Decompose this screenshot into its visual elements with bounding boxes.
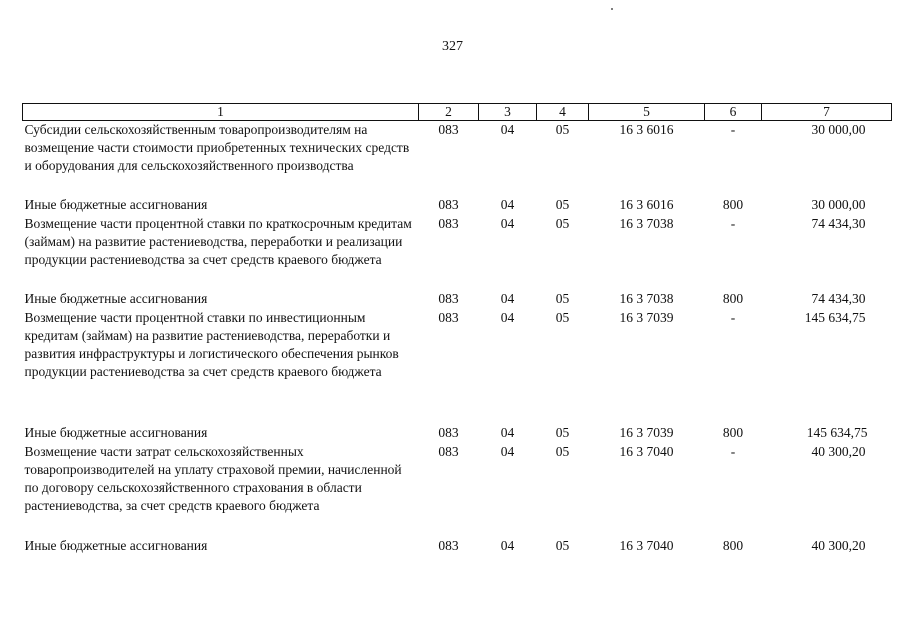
row-ministry-code: 083 [438, 425, 459, 440]
row-expense-type: - [730, 122, 736, 137]
header-col-5: 5 [589, 104, 705, 121]
header-col-2: 2 [419, 104, 479, 121]
row-amount: 30 000,00 [811, 197, 866, 212]
row-expense-type: 800 [722, 425, 744, 440]
row-name: Иные бюджетные ассигнования [24, 197, 208, 212]
row-subsection-code: 05 [555, 310, 570, 325]
row-subsection-code: 05 [555, 444, 570, 459]
row-name: Субсидии сельскохозяйственным товаропроизводителям на возмещение части стоимости приобретенных технических средств и оборудования для сельскохозяйственного производства [24, 122, 410, 173]
row-expense-type: - [730, 444, 736, 459]
row-subsection-code: 05 [555, 291, 570, 306]
row-section-code: 04 [500, 122, 515, 137]
row-ministry-code: 083 [438, 538, 459, 553]
row-amount: 40 300,20 [811, 538, 866, 553]
row-target-code: 16 3 6016 [619, 122, 674, 137]
header-col-1: 1 [23, 104, 419, 121]
header-col-7: 7 [762, 104, 892, 121]
row-section-code: 04 [500, 291, 515, 306]
row-ministry-code: 083 [438, 310, 459, 325]
row-expense-type: 800 [722, 538, 744, 553]
row-ministry-code: 083 [438, 122, 459, 137]
row-target-code: 16 3 6016 [619, 197, 674, 212]
header-col-4: 4 [537, 104, 589, 121]
row-section-code: 04 [500, 538, 515, 553]
header-col-3: 3 [479, 104, 537, 121]
budget-table [22, 103, 892, 556]
row-target-code: 16 3 7040 [619, 444, 674, 459]
row-name: Возмещение части затрат сельскохозяйственных товаропроизводителей на уплату страховой премии, начисленной по договору сельскохозяйственного страхования в области растениеводства, за счет средств краевого бюджета [24, 444, 402, 513]
row-name: Возмещение части процентной ставки по инвестиционным кредитам (займам) на развитие растениеводства, переработки и развития инфраструктуры и логистического обеспечения рынков продукции растениеводства за счет средств краевого бюджета [24, 310, 399, 379]
row-section-code: 04 [500, 216, 515, 231]
row-amount: 30 000,00 [811, 122, 866, 137]
row-subsection-code: 05 [555, 538, 570, 553]
row-target-code: 16 3 7038 [619, 216, 674, 231]
row-amount: 40 300,20 [811, 444, 866, 459]
row-section-code: 04 [500, 425, 515, 440]
row-target-code: 16 3 7039 [619, 425, 674, 440]
row-ministry-code: 083 [438, 291, 459, 306]
table-row [23, 215, 892, 290]
table-row [23, 424, 892, 443]
row-ministry-code: 083 [438, 216, 459, 231]
row-expense-type: - [730, 310, 736, 325]
scan-speck [611, 8, 613, 10]
page-number: 327 [442, 39, 463, 54]
row-subsection-code: 05 [555, 425, 570, 440]
table-row [23, 290, 892, 309]
row-section-code: 04 [500, 310, 515, 325]
row-amount: 74 434,30 [811, 216, 866, 231]
row-target-code: 16 3 7039 [619, 310, 674, 325]
row-expense-type: - [730, 216, 736, 231]
row-target-code: 16 3 7038 [619, 291, 674, 306]
row-amount: 145 634,75 [806, 425, 868, 440]
row-name: Возмещение части процентной ставки по краткосрочным кредитам (займам) на развитие растениеводства, переработки и реализации продукции растениеводства за счет средств краевого бюджета [24, 216, 412, 267]
row-expense-type: 800 [722, 197, 744, 212]
table-row [23, 121, 892, 197]
table-row [23, 443, 892, 537]
row-ministry-code: 083 [438, 197, 459, 212]
row-expense-type: 800 [722, 291, 744, 306]
row-subsection-code: 05 [555, 122, 570, 137]
row-section-code: 04 [500, 197, 515, 212]
row-name: Иные бюджетные ассигнования [24, 291, 208, 306]
row-target-code: 16 3 7040 [619, 538, 674, 553]
row-name: Иные бюджетные ассигнования [24, 425, 208, 440]
row-section-code: 04 [500, 444, 515, 459]
row-subsection-code: 05 [555, 197, 570, 212]
row-subsection-code: 05 [555, 216, 570, 231]
row-amount: 74 434,30 [811, 291, 866, 306]
table-row [23, 196, 892, 215]
row-amount: 145 634,75 [804, 310, 866, 325]
table-row [23, 537, 892, 556]
row-name: Иные бюджетные ассигнования [24, 538, 208, 553]
header-row [23, 104, 892, 121]
row-ministry-code: 083 [438, 444, 459, 459]
header-col-6: 6 [705, 104, 762, 121]
table-row [23, 309, 892, 424]
